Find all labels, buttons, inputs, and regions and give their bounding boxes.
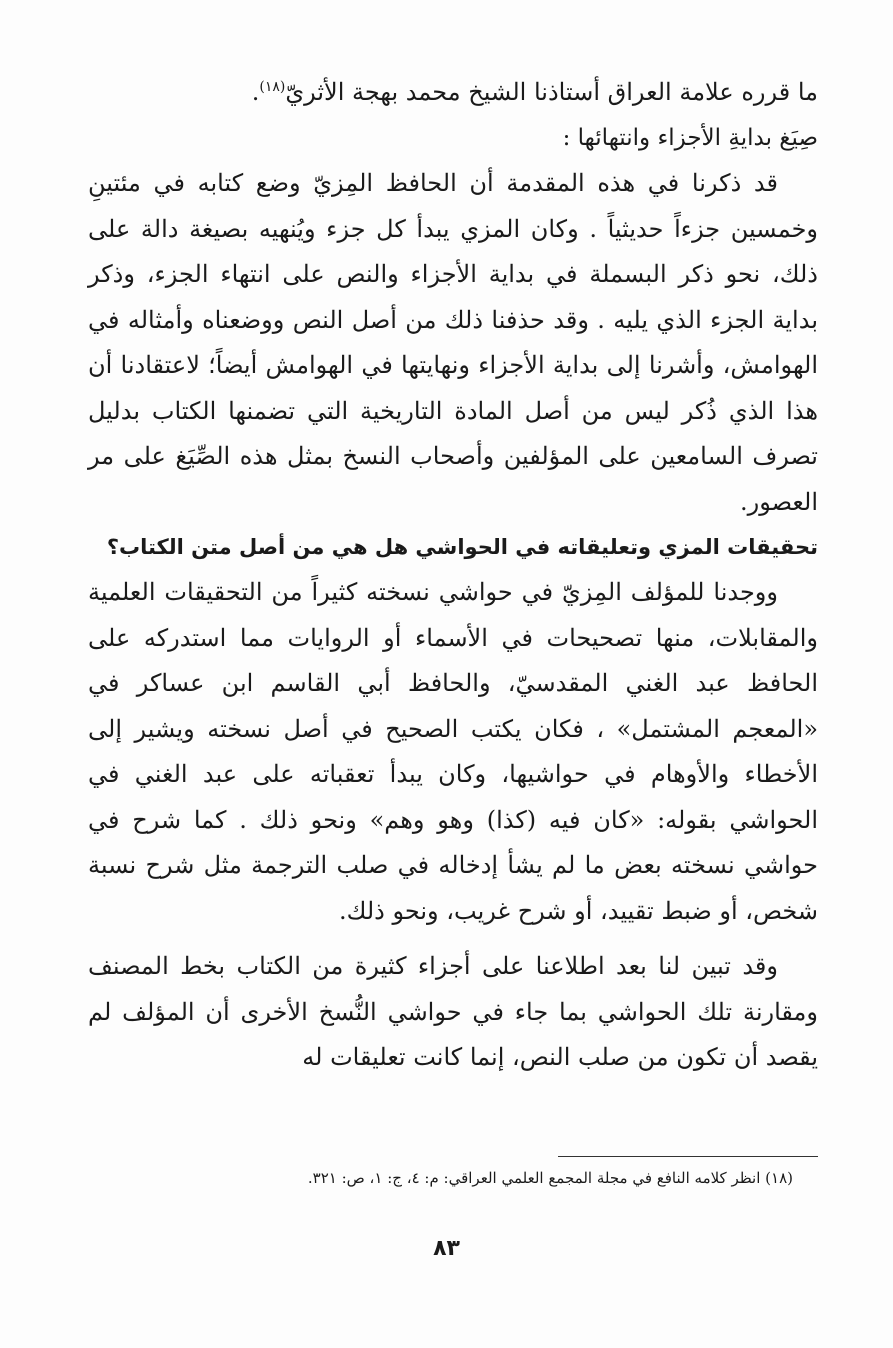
footnote-reference[interactable]: (١٨) [259,79,286,95]
continuation-text: ما قرره علامة العراق أستاذنا الشيخ محمد بهجة الأثريّ [285,78,818,106]
paragraph-annotations: ووجدنا للمؤلف المِزيّ في حواشي نسخته كثيراً من التحقيقات العلمية والمقابلات، منها تصحيحات في الأسماء أو الروايات مما استدركه على الحافظ عبد الغني المقدسيّ، والحافظ أبي القاسم ابن عساكر في «المعجم المشتمل» ، فكان يكتب الصحيح في أصل نسخته ويشير إلى الأخطاء والأوهام في حواشيها، وكان يبدأ تعقباته على عبد الغني في الحواشي بقوله: «كان فيه (كذا) وهو وهم» ونحو ذلك . كما شرح في حواشي نسخته بعض ما لم يشأ إدخاله في صلب الترجمة مثل شرح نسبة شخص، أو ضبط تقييد، أو شرح غريب، ونحو ذلك. [88,578,818,925]
subheading-formulas: صِيَغ بدايةِ الأجزاء وانتهائها : [562,124,818,151]
section-heading: تحقيقات المزي وتعليقاته في الحواشي هل هي من أصل متن الكتاب؟ [106,535,818,559]
paragraph-conclusion: وقد تبين لنا بعد اطلاعنا على أجزاء كثيرة من الكتاب بخط المصنف ومقارنة تلك الحواشي بما جاء في حواشي النُّسخ الأخرى أن المؤلف لم يقصد أن تكون من صلب النص، إنما كانت تعليقات له [88,952,818,1071]
body-text [88,70,818,1081]
paragraph-continuation [88,70,818,116]
footnote-text: (١٨) انظر كلامه النافع في مجلة المجمع العلمي العراقي: م: ٤، ج: ١، ص: ٣٢١. [307,1169,793,1187]
continuation-end: . [251,78,260,106]
paragraph-formulas: قد ذكرنا في هذه المقدمة أن الحافظ المِزيّ وضع كتابه في مئتينِ وخمسين جزءاً حديثياً . وكان المزي يبدأ كل جزء ويُنهيه بصيغة دالة على ذلك، نحو ذكر البسملة في بداية الأجزاء والنص على انتهاء الجزء، وذكر بداية الجزء الذي يليه . وقد حذفنا ذلك من أصل النص ووضعناه وأمثاله في الهوامش، وأشرنا إلى بداية الأجزاء ونهايتها في الهوامش أيضاً؛ لاعتقادنا أن هذا الذي ذُكر ليس من أصل المادة التاريخية التي تضمنها الكتاب بدليل تصرف السامعين على المؤلفين وأصحاب النسخ بمثل هذه الصِّيَغ على مر العصور. [88,169,818,516]
paragraph-gap [88,934,818,944]
page-number: ٨٣ [433,1236,460,1261]
footnote-divider [558,1156,818,1157]
